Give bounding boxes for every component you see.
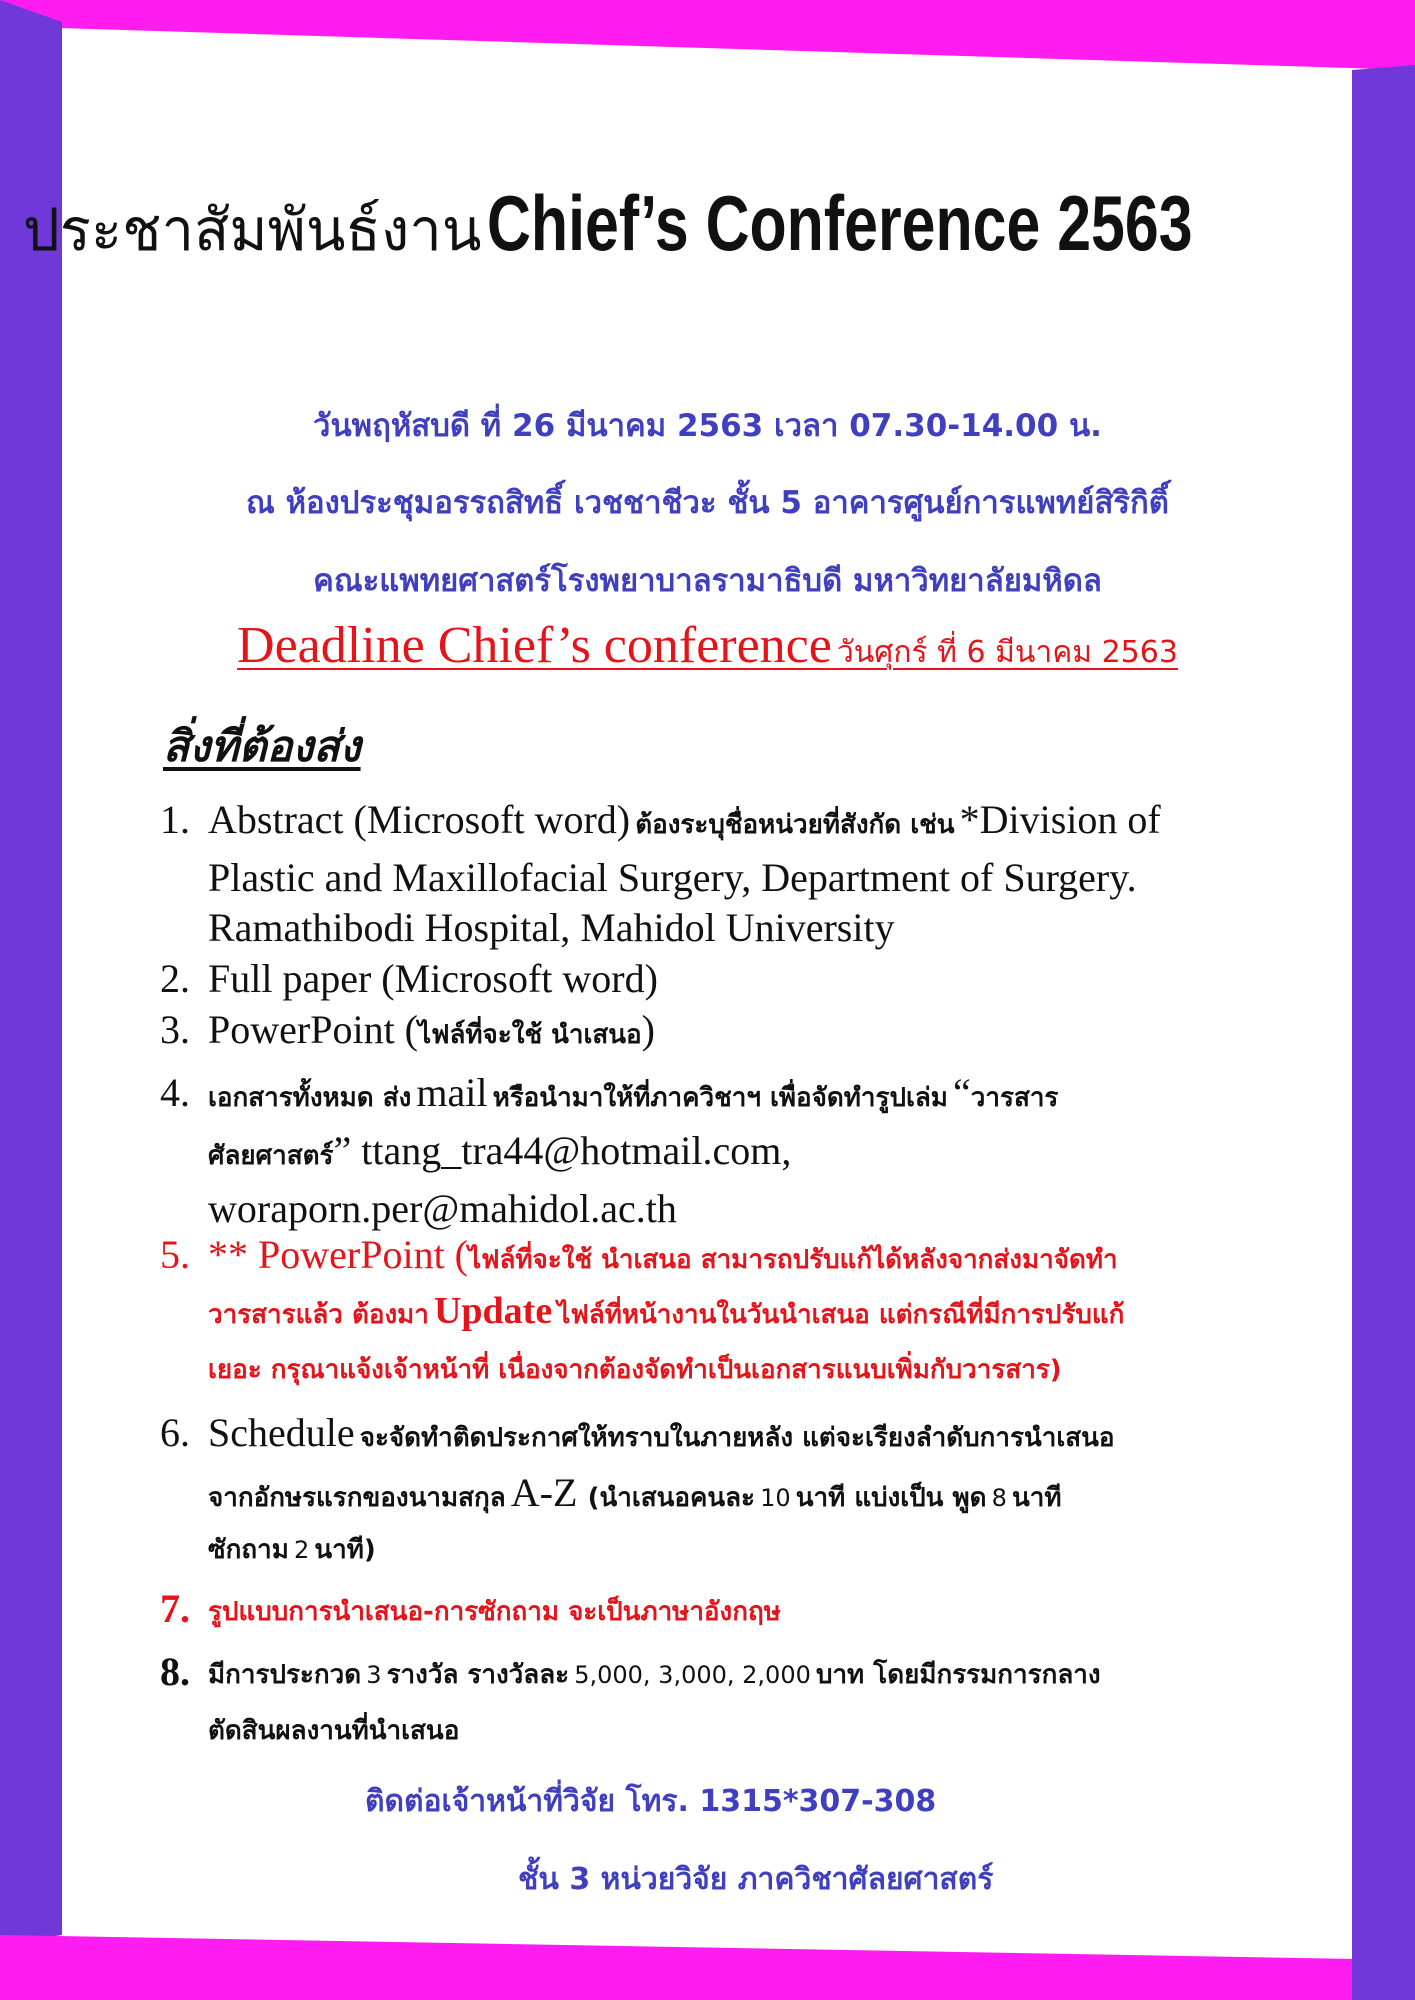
item-text: Abstract (Microsoft word): [208, 797, 631, 842]
prize-amounts: 5,000, 3,000, 2,000: [574, 1661, 811, 1689]
item-number: 1.: [160, 797, 190, 842]
item-text: *Division of: [959, 797, 1161, 842]
item-text: รางวัล รางวัลละ: [386, 1660, 570, 1690]
item-text: ซักถาม: [208, 1535, 289, 1565]
item-text: 10: [760, 1484, 791, 1512]
item-text: (นำเสนอคนละ: [587, 1483, 756, 1513]
item-number: 5.: [160, 1232, 190, 1277]
item-text: PowerPoint (: [208, 1007, 418, 1052]
item-text: Schedule: [208, 1410, 355, 1455]
item-text: หรือนำมาให้ที่ภาควิชาฯ เพื่อจัดทำรูปเล่ม: [492, 1083, 948, 1113]
item-text: ตัดสินผลงานที่นำเสนอ: [208, 1716, 460, 1746]
item-text: 8: [991, 1484, 1007, 1512]
right-violet-band: [1352, 65, 1415, 2000]
item-text: ศัลยศาสตร์: [208, 1141, 334, 1171]
item-text: บาท โดยมีกรรมการกลาง: [815, 1660, 1101, 1690]
item-text: รูปแบบการนำเสนอ-การซักถาม จะเป็นภาษาอังกฤษ: [208, 1597, 781, 1627]
event-venue: ณ ห้องประชุมอรรถสิทธิ์ เวชชาชีวะ ชั้น 5 อาคารศูนย์การแพทย์สิริกิติ์: [246, 485, 1169, 521]
item-text: Update: [433, 1290, 553, 1332]
item-number: 7.: [160, 1586, 190, 1631]
item-text: ต้องระบุชื่อหน่วยที่สังกัด เช่น: [635, 810, 955, 840]
deadline-line: [0, 616, 1415, 676]
item-text: ไฟล์ที่หน้างานในวันนำเสนอ แต่กรณีที่มีการปรับแก้: [557, 1300, 1125, 1330]
item-text: นาที: [1012, 1483, 1062, 1513]
bottom-magenta-band: [0, 1935, 1415, 2000]
contact-location: ชั้น 3 หน่วยวิจัย ภาควิชาศัลยศาสตร์: [518, 1862, 994, 1897]
email-address: ” ttang_tra44@hotmail.com,: [333, 1128, 792, 1173]
item-text: ไฟล์ที่จะใช้ นำเสนอ สามารถปรับแก้ได้หลังจากส่งมาจัดทำ: [468, 1245, 1118, 1275]
item-text: นาที แบ่งเป็น พูด: [795, 1483, 987, 1513]
deadline-date: วันศุกร์ ที่ 6 มีนาคม 2563: [836, 635, 1178, 670]
item-text: เอกสารทั้งหมด ส่ง: [208, 1083, 412, 1113]
item-number: 2.: [160, 956, 190, 1001]
item-text: ** PowerPoint (: [208, 1232, 468, 1277]
email-address: woraporn.per@mahidol.ac.th: [208, 1186, 677, 1231]
page-title: [0, 178, 1415, 276]
item-text: 2: [293, 1536, 310, 1564]
deadline-english: Deadline Chief’s conference: [237, 617, 832, 674]
item-text: Full paper (Microsoft word): [208, 956, 658, 1001]
item-number: 3.: [160, 1007, 190, 1052]
item-text: วารสารแล้ว ต้องมา: [208, 1300, 429, 1330]
item-number: 8.: [160, 1649, 190, 1694]
item-text: จะจัดทำติดประกาศให้ทราบในภายหลัง แต่จะเรียงลำดับการนำเสนอ: [359, 1423, 1115, 1453]
contact-phone: ติดต่อเจ้าหน้าที่วิจัย โทร. 1315*307-308: [365, 1784, 937, 1819]
item-text: ไฟล์ที่จะใช้ นำเสนอ: [418, 1020, 642, 1050]
item-text: 3: [366, 1661, 382, 1689]
item-text: Plastic and Maxillofacial Surgery, Department of Surgery.: [208, 855, 1137, 900]
item-text: “: [953, 1070, 971, 1115]
section-heading: สิ่งที่ต้องส่ง: [163, 722, 361, 772]
event-faculty: คณะแพทยศาสตร์โรงพยาบาลรามาธิบดี มหาวิทยาลัยมหิดล: [313, 563, 1102, 599]
top-magenta-band: [0, 0, 1415, 70]
item-text: mail: [416, 1070, 488, 1115]
left-violet-band: [0, 0, 62, 1945]
item-text: Ramathibodi Hospital, Mahidol University: [208, 905, 895, 950]
title-thai: ประชาสัมพันธ์งาน: [22, 196, 482, 264]
title-english: Chief’s Conference 2563: [487, 179, 1194, 267]
item-number: 6.: [160, 1410, 190, 1455]
event-date-time: วันพฤหัสบดี ที่ 26 มีนาคม 2563 เวลา 07.30-14.00 น.: [313, 408, 1102, 444]
item-text: จากอักษรแรกของนามสกุล: [208, 1483, 506, 1513]
item-text: เยอะ กรุณาแจ้งเจ้าหน้าที่ เนื่องจากต้องจัดทำเป็นเอกสารแนบเพิ่มกับวารสาร): [208, 1355, 1062, 1385]
item-number: 4.: [160, 1070, 190, 1115]
item-text: นาที): [314, 1535, 376, 1565]
item-text: วารสาร: [970, 1083, 1059, 1113]
item-text: A-Z: [510, 1470, 578, 1515]
item-text: ): [641, 1007, 655, 1052]
item-text: มีการประกวด: [208, 1660, 362, 1690]
